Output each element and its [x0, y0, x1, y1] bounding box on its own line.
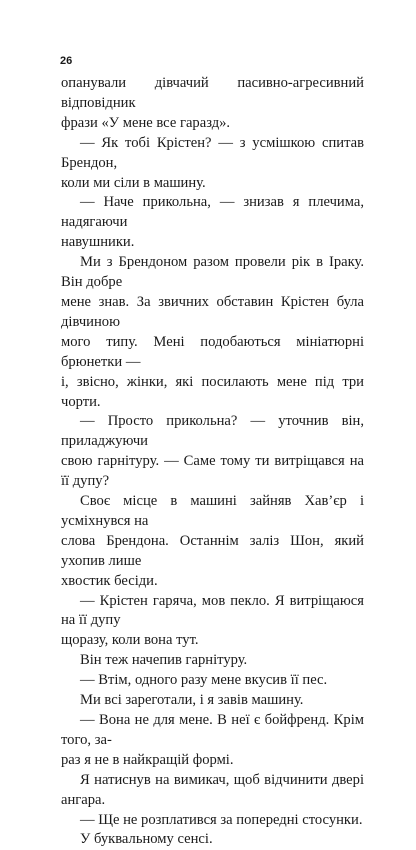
paragraph: — Як тобі Крістен? — з усмішкою спитав Брендон, коли ми сіли в машину.	[61, 134, 364, 191]
paragraph: — Просто прикольна? — уточнив він, приладжуючи свою гарнітуру. — Саме тому ти витріщався на її дупу?	[61, 413, 364, 490]
paragraph: опанували дівчачий пасивно-агресивний відповідник фрази «У мене все гаразд».	[61, 75, 364, 131]
paragraph: — Ще не розплатився за попередні стосунки.	[80, 811, 363, 828]
paragraph: — Вона не для мене. В неї є бойфренд. Крім того, за- раз я не в найкращій формі.	[61, 712, 364, 768]
paragraph: Своє місце в машині зайняв Хав’єр і усміхнувся на слова Брендона. Останнім заліз Шон, який ухопив лише хвостик бесіди.	[61, 493, 364, 589]
page-number: 26	[60, 55, 73, 67]
paragraph: Ми всі зареготали, і я завів машину.	[80, 692, 304, 709]
paragraph: — Крістен гаряча, мов пекло. Я витріщаюся на її дупу щоразу, коли вона тут.	[61, 592, 364, 649]
paragraph: — Втім, одного разу мене вкусив її пес.	[80, 672, 328, 689]
paragraph: У буквальному сенсі.	[80, 831, 213, 848]
paragraph: Ми з Брендоном разом провели рік в Іраку. Він добре мене знав. За звичних обставин Крістен була дівчиною мого типу. Мені подобаються мініатюрні брюнетки — і, звісно, жінки, які посилають мене під три чорти.	[61, 254, 364, 410]
body-text	[61, 74, 364, 850]
paragraph: Він теж начепив гарнітуру.	[80, 652, 248, 669]
paragraph: Я натиснув на вимикач, щоб відчинити двері ангара.	[61, 771, 364, 808]
paragraph: — Наче прикольна, — знизав я плечима, надягаючи навушники.	[61, 194, 364, 251]
